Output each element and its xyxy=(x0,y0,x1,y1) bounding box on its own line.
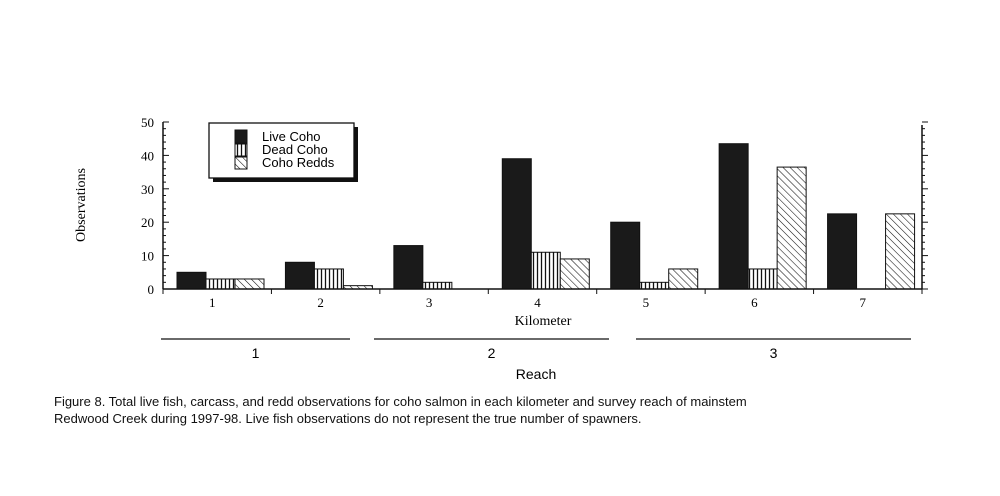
y-tick-label: 40 xyxy=(141,148,154,164)
bar-dead-km-1 xyxy=(206,279,235,289)
y-tick-label: 10 xyxy=(141,248,154,264)
legend-swatch-dead xyxy=(235,144,247,156)
bar-live-km-1 xyxy=(177,272,206,289)
reach-label-2: 2 xyxy=(487,345,496,361)
caption-line-1: Figure 8. Total live fish, carcass, and redd observations for coho salmon in each kilometer and survey reach of mainstem xyxy=(54,394,747,409)
bar-redds-km-7 xyxy=(886,214,915,289)
reach-groups xyxy=(161,339,911,361)
legend-label-dead: Dead Coho xyxy=(262,142,328,157)
legend xyxy=(209,123,358,182)
x-axis-label: Kilometer xyxy=(514,314,572,329)
reach-label-3: 3 xyxy=(769,345,778,361)
x-tick-label-km-1: 1 xyxy=(208,295,216,310)
x-tick-label-km-7: 7 xyxy=(859,295,867,310)
legend-swatch-redds xyxy=(235,157,247,169)
caption-line-2: Redwood Creek during 1997-98. Live fish observations do not represent the true number of spawners. xyxy=(54,411,642,426)
y-axis-label: Observations xyxy=(74,168,89,242)
bar-dead-km-6 xyxy=(748,269,777,289)
bar-redds-km-6 xyxy=(777,167,806,289)
bar-dead-km-2 xyxy=(314,269,343,289)
bar-live-km-2 xyxy=(285,262,314,289)
bar-live-km-4 xyxy=(502,159,531,289)
legend-swatch-live xyxy=(235,130,247,143)
x-ticks xyxy=(163,289,922,310)
bar-dead-km-4 xyxy=(531,252,560,289)
bar-live-km-7 xyxy=(828,214,857,289)
bar-dead-km-5 xyxy=(640,282,669,289)
bar-redds-km-5 xyxy=(669,269,698,289)
bar-redds-km-4 xyxy=(560,259,589,289)
reach-axis-label: Reach xyxy=(515,366,557,382)
x-tick-label-km-5: 5 xyxy=(642,295,650,310)
y-tick-label: 50 xyxy=(141,115,154,130)
legend-label-redds: Coho Redds xyxy=(262,155,335,170)
bar-dead-km-3 xyxy=(423,282,452,289)
bar-live-km-3 xyxy=(394,246,423,289)
bar-redds-km-1 xyxy=(235,279,264,289)
y-tick-label: 30 xyxy=(141,181,154,197)
y-tick-label: 0 xyxy=(147,282,154,297)
legend-label-live: Live Coho xyxy=(262,129,321,144)
bar-live-km-6 xyxy=(719,144,748,289)
y-tick-label: 20 xyxy=(141,215,154,231)
x-tick-label-km-6: 6 xyxy=(751,295,758,310)
figure-caption xyxy=(54,393,954,427)
reach-label-1: 1 xyxy=(251,345,260,361)
x-tick-label-km-2: 2 xyxy=(317,295,324,310)
bar-live-km-5 xyxy=(611,222,640,289)
x-tick-label-km-3: 3 xyxy=(425,295,433,310)
x-tick-label-km-4: 4 xyxy=(534,295,541,310)
